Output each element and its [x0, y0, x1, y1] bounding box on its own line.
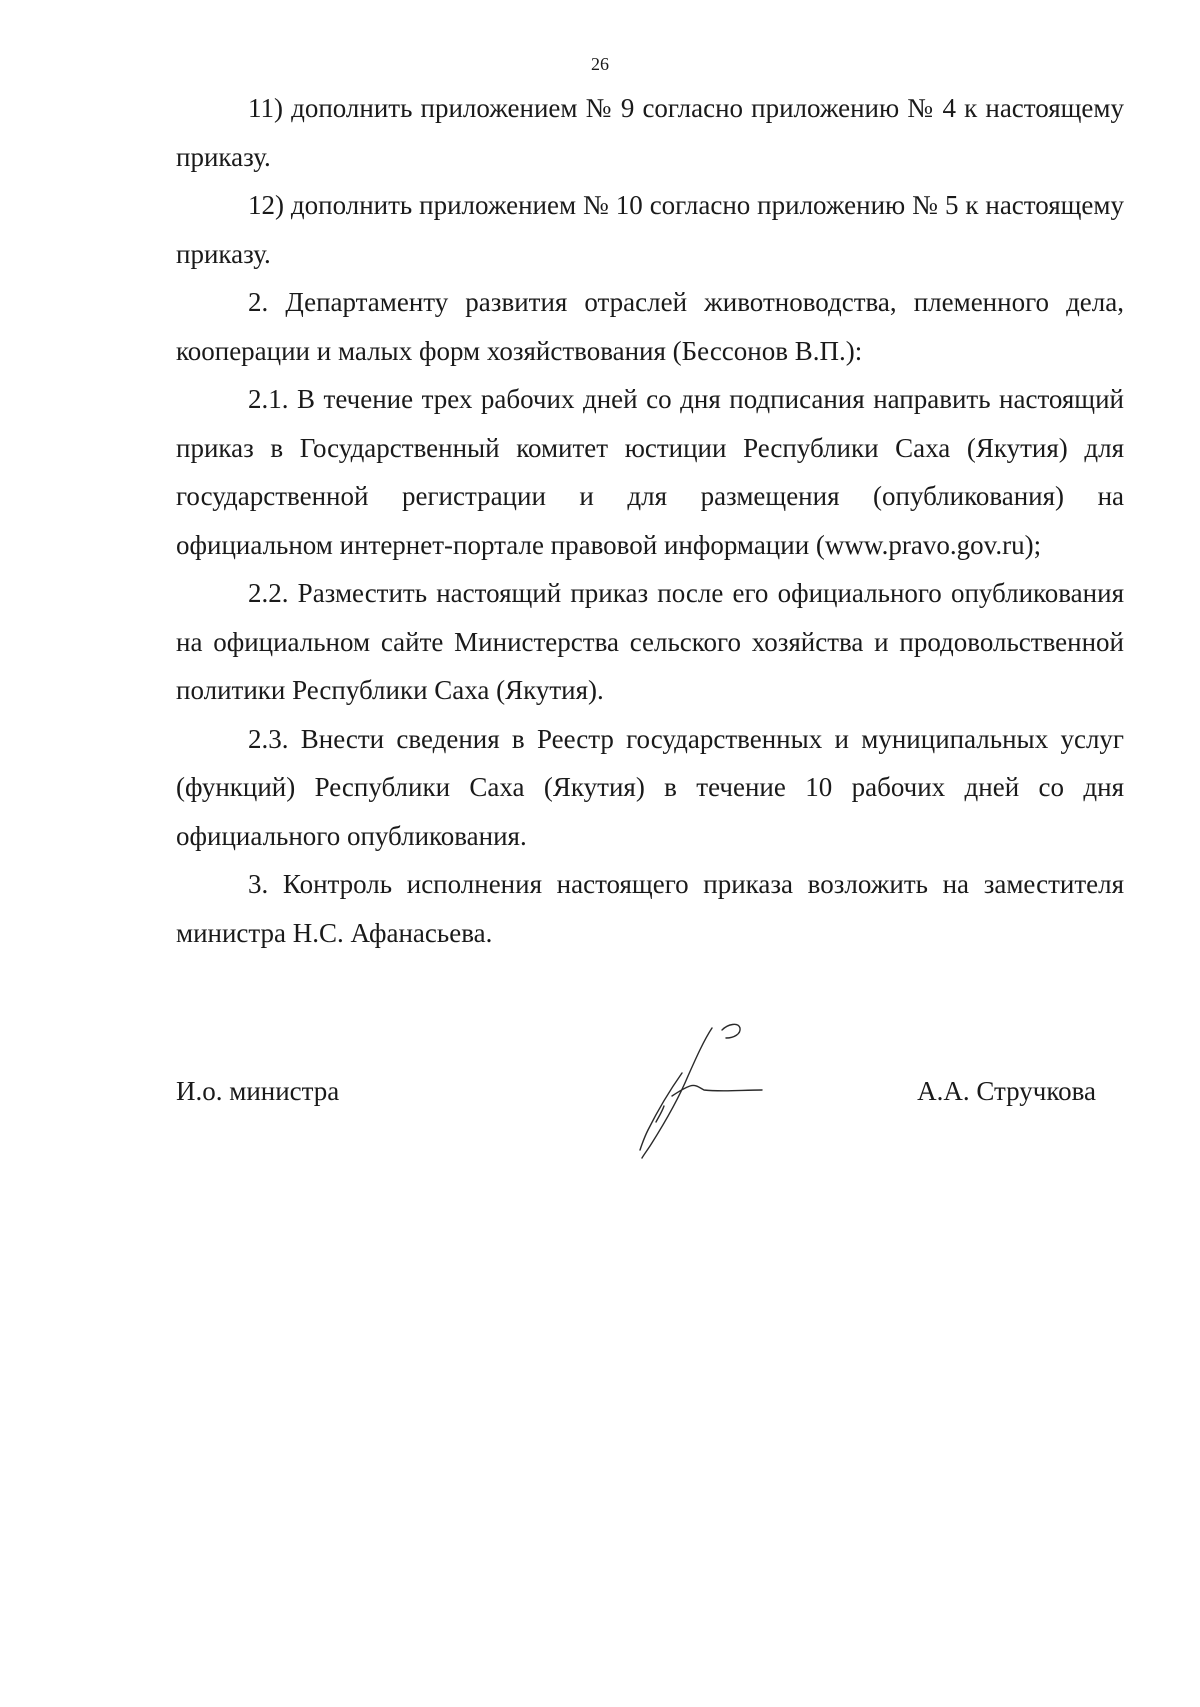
page-number: 26: [591, 54, 609, 74]
paragraph-section-2-1: 2.1. В течение трех рабочих дней со дня подписания направить настоящий приказ в Государственный комитет юстиции Республики Саха (Якутия) для государственной регистрации и для размещения (опубликования) на официальном интернет-портале правовой информации (www.pravo.gov.ru);: [176, 384, 1124, 560]
paragraph-section-2: 2. Департаменту развития отраслей животноводства, племенного дела, кооперации и малых форм хозяйствования (Бессонов В.П.):: [176, 287, 1124, 366]
paragraph-section-3: 3. Контроль исполнения настоящего приказа возложить на заместителя министра Н.С. Афанасьева.: [176, 869, 1124, 948]
handwritten-signature: [612, 1018, 812, 1168]
signatory-position: И.о. министра: [176, 1076, 340, 1106]
paragraph-section-2-2: 2.2. Разместить настоящий приказ после его официального опубликования на официальном сайте Министерства сельского хозяйства и продовольственной политики Республики Саха (Якутия).: [176, 578, 1124, 705]
signatory-name: А.А. Стручкова: [917, 1076, 1096, 1106]
paragraph-item-11: 11) дополнить приложением № 9 согласно приложению № 4 к настоящему приказу.: [176, 93, 1124, 172]
paragraph-item-12: 12) дополнить приложением № 10 согласно приложению № 5 к настоящему приказу.: [176, 190, 1124, 269]
document-body: [176, 84, 1124, 957]
paragraph-section-2-3: 2.3. Внести сведения в Реестр государственных и муниципальных услуг (функций) Республики Саха (Якутия) в течение 10 рабочих дней со дня официального опубликования.: [176, 723, 1124, 851]
